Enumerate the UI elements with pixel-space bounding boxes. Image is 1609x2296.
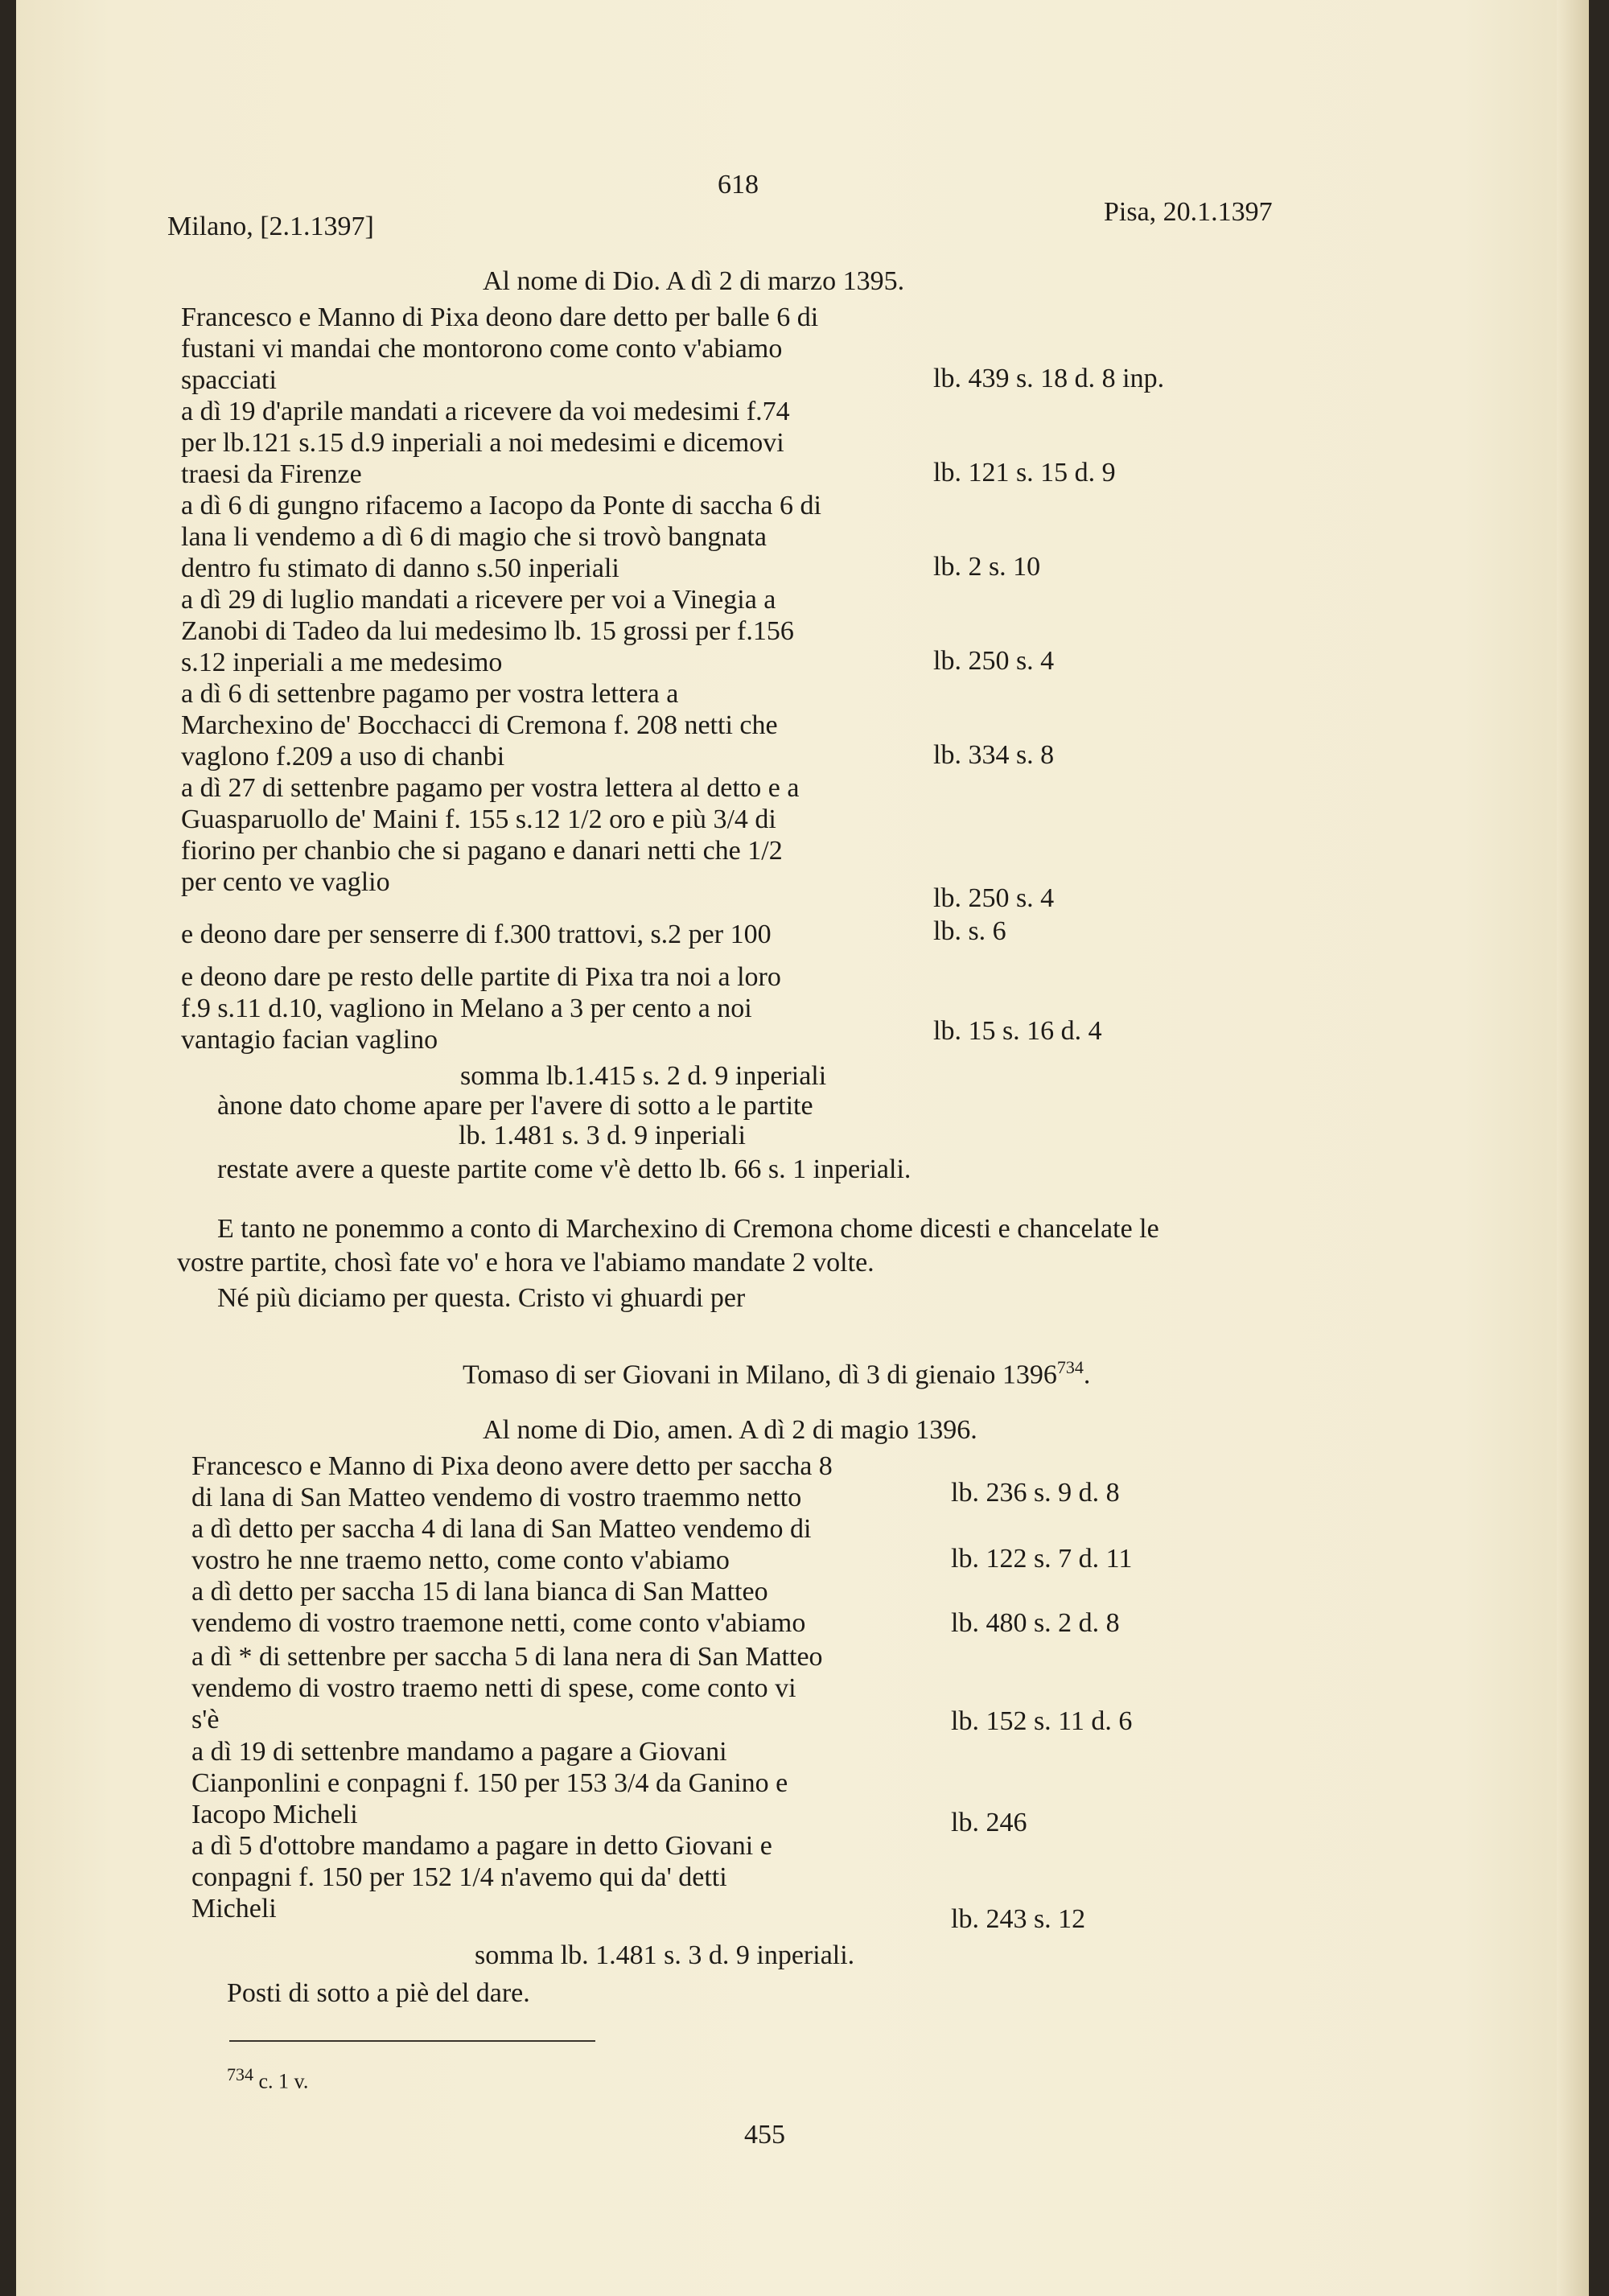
ledger-entry: a dì 29 di luglio mandati a ricevere per voi a Vinegia a Zanobi di Tadeo da lui medesimo lb. 15 grossi per f.156 s.12 inperiali a me medesimo: [181, 585, 794, 677]
letter1-avere-total: lb. 1.481 s. 3 d. 9 inperiali: [459, 1121, 746, 1150]
ledger-entry: e deono dare per senserre di f.300 trattovi, s.2 per 100: [181, 920, 772, 949]
page-gutter: [1557, 0, 1589, 2296]
footnote: [227, 2064, 308, 2094]
ledger-entry: a dì 5 d'ottobre mandamo a pagare in detto Giovani e conpagni f. 150 per 152 1/4 n'avemo qui da' detti Micheli: [191, 1831, 772, 1924]
entry-amount: lb. 334 s. 8: [933, 740, 1055, 770]
entry-amount: lb. 2 s. 10: [933, 552, 1041, 582]
entry-amount: lb. 250 s. 4: [933, 646, 1055, 676]
entry-amount: lb. 121 s. 15 d. 9: [933, 458, 1116, 488]
footnote-ref: 734: [1056, 1357, 1084, 1377]
ledger-entry: e deono dare pe resto delle partite di Pixa tra noi a loro f.9 s.11 d.10, vagliono in Melano a 3 per cento a noi vantagio facian vaglino: [181, 962, 781, 1055]
letter1-somma: somma lb.1.415 s. 2 d. 9 inperiali: [460, 1061, 827, 1091]
letter1-restate: restate avere a queste partite come v'è detto lb. 66 s. 1 inperiali.: [217, 1154, 911, 1184]
entry-amount: lb. s. 6: [933, 916, 1006, 946]
letter1-avere-line: ànone dato chome apare per l'avere di sotto a le partite: [217, 1091, 813, 1121]
ledger-entry: Francesco e Manno di Pixa deono avere detto per saccha 8 di lana di San Matteo vendemo di vostro traemmo netto: [191, 1451, 833, 1512]
header-left: Milano, [2.1.1397]: [167, 212, 374, 241]
header-right: Pisa, 20.1.1397: [1104, 197, 1273, 227]
closing-line: vostre partite, chosì fate vo' e hora ve l'abiamo mandate 2 volte.: [177, 1248, 874, 1278]
ledger-entry: a dì 27 di settenbre pagamo per vostra lettera al detto e a Guasparuollo de' Maini f. 155 s.12 1/2 oro e più 3/4 di fiorino per chanbio che si pagano e danari netti che 1/2 per cento ve vaglio: [181, 773, 800, 897]
entry-amount: lb. 243 s. 12: [951, 1904, 1086, 1934]
ledger-entry: a dì 19 di settenbre mandamo a pagare a Giovani Cianponlini e conpagni f. 150 per 153 3/4 da Ganino e Iacopo Micheli: [191, 1737, 788, 1829]
book-page: [16, 0, 1589, 2296]
footnote-divider: [229, 2040, 595, 2042]
page-number-top: 618: [718, 170, 759, 200]
ledger-entry: a dì detto per saccha 4 di lana di San Matteo vendemo di vostro he nne traemo netto, come conto v'abiamo: [191, 1514, 812, 1575]
ledger-entry: a dì 6 di settenbre pagamo per vostra lettera a Marchexino de' Bocchacci di Cremona f. 208 netti che vaglono f.209 a uso di chanbi: [181, 679, 778, 772]
footnote-text: c. 1 v.: [258, 2069, 309, 2093]
page-number-bottom: 455: [744, 2120, 785, 2150]
ledger-entry: a dì * di settenbre per saccha 5 di lana nera di San Matteo vendemo di vostro traemo netti di spese, come conto vi s'è: [191, 1642, 823, 1734]
entry-amount: lb. 152 s. 11 d. 6: [951, 1706, 1133, 1736]
ledger-entry: a dì detto per saccha 15 di lana bianca di San Matteo vendemo di vostro traemone netti, come conto v'abiamo: [191, 1577, 806, 1638]
entry-amount: lb. 236 s. 9 d. 8: [951, 1478, 1120, 1508]
letter2-posti: Posti di sotto a piè del dare.: [227, 1978, 530, 2008]
ledger-entry: Francesco e Manno di Pixa deono dare detto per balle 6 di fustani vi mandai che montorono come conto v'abiamo spacciati: [181, 302, 819, 395]
ledger-entry: a dì 6 di gungno rifacemo a Iacopo da Ponte di saccha 6 di lana li vendemo a dì 6 di magio che si trovò bangnata dentro fu stimato di danno s.50 inperiali: [181, 491, 821, 583]
letter1-opening: Al nome di Dio. A dì 2 di marzo 1395.: [483, 266, 905, 296]
letter2-somma: somma lb. 1.481 s. 3 d. 9 inperiali.: [475, 1940, 855, 1970]
entry-amount: lb. 15 s. 16 d. 4: [933, 1016, 1102, 1046]
closing-line: E tanto ne ponemmo a conto di Marchexino di Cremona chome dicesti e chancelate le: [217, 1214, 1159, 1244]
entry-amount: lb. 250 s. 4: [933, 883, 1055, 913]
letter2-opening: Al nome di Dio, amen. A dì 2 di magio 1396.: [483, 1415, 977, 1445]
footnote-number: 734: [227, 2064, 253, 2084]
entry-amount: lb. 480 s. 2 d. 8: [951, 1608, 1120, 1638]
entry-amount: lb. 246: [951, 1808, 1027, 1837]
closing-line: Né più diciamo per questa. Cristo vi ghuardi per: [217, 1283, 746, 1313]
ledger-entry: a dì 19 d'aprile mandati a ricevere da voi medesimi f.74 per lb.121 s.15 d.9 inperiali a noi medesimi e dicemovi traesi da Firenze: [181, 397, 790, 489]
entry-amount: lb. 439 s. 18 d. 8 inp.: [933, 364, 1165, 393]
entry-amount: lb. 122 s. 7 d. 11: [951, 1544, 1133, 1574]
signature: Tomaso di ser Giovani in Milano, dì 3 di gienaio 1396$^{734}$.: [463, 1357, 1091, 1390]
